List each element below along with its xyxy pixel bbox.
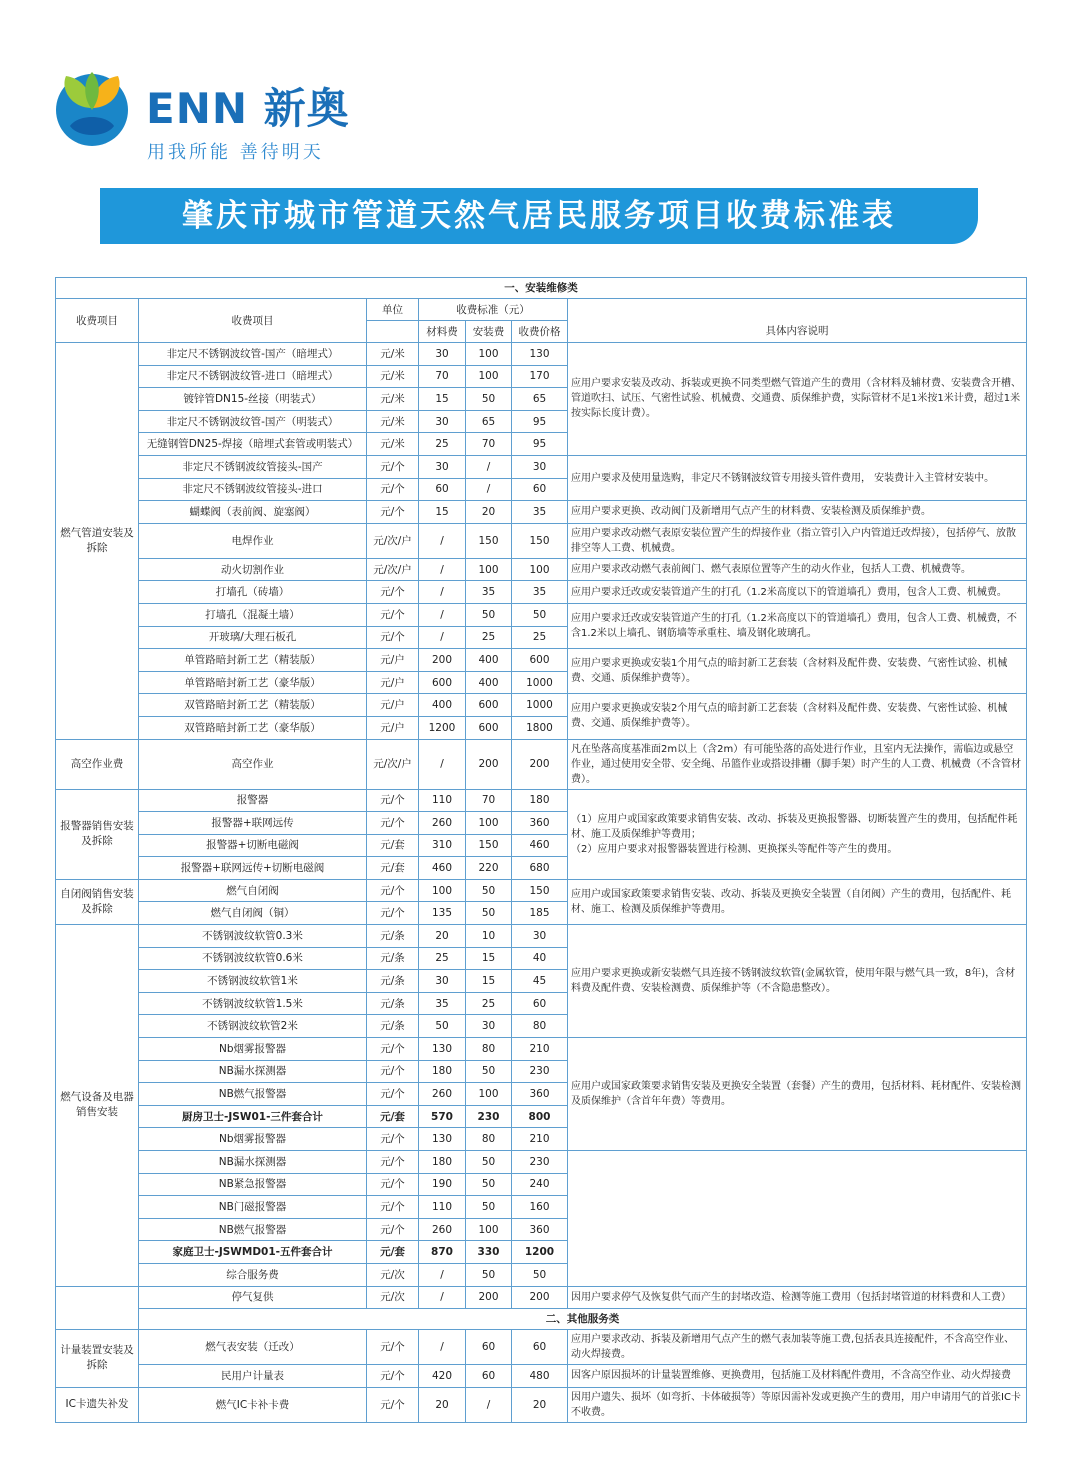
total-price: 180 [512, 789, 568, 812]
install-fee: 10 [466, 925, 512, 948]
install-fee: 600 [466, 694, 512, 717]
install-fee: 15 [466, 970, 512, 993]
unit-cell: 元/个 [367, 1060, 419, 1083]
description-cell: 应用户要求更换、改动阀门及新增用气点产生的材料费、安装检测及质保维护费。 [568, 501, 1027, 524]
total-price: 150 [512, 879, 568, 902]
item-name: 不锈钢波纹软管0.6米 [139, 947, 367, 970]
description-cell: 应用户要求迁改或安装管道产生的打孔（1.2米高度以下的管道墙孔）费用，包含人工费、机械费。 [568, 581, 1027, 604]
unit-cell: 元/米 [367, 433, 419, 456]
table-row [56, 879, 1027, 902]
material-fee: 260 [419, 1083, 466, 1106]
item-name: 燃气表安装（迁改） [139, 1330, 367, 1365]
install-fee: 100 [466, 812, 512, 835]
unit-cell: 元/个 [367, 603, 419, 626]
total-price: 1000 [512, 671, 568, 694]
install-fee: 230 [466, 1105, 512, 1128]
install-fee: 150 [466, 834, 512, 857]
unit-cell: 元/个 [367, 1173, 419, 1196]
install-fee: 150 [466, 523, 512, 558]
item-name: Nb烟雾报警器 [139, 1038, 367, 1061]
unit-cell: 元/个 [367, 1151, 419, 1174]
material-fee: / [419, 1286, 466, 1309]
material-fee: 30 [419, 343, 466, 366]
description-cell: 应用户要求改动燃气表前阀门、燃气表原位置等产生的动火作业，包括人工费、机械费等。 [568, 558, 1027, 581]
table-row [56, 1038, 1027, 1061]
total-price: 45 [512, 970, 568, 993]
material-fee: 180 [419, 1060, 466, 1083]
material-fee: 30 [419, 970, 466, 993]
install-fee: 80 [466, 1038, 512, 1061]
description-cell: 应用户要求更换或安装2个用气点的暗封新工艺套装（含材料及配件费、安装费、气密性试验、机械费、交通、质保维护费等）。 [568, 694, 1027, 739]
total-price: 460 [512, 834, 568, 857]
total-price: 360 [512, 812, 568, 835]
material-fee: / [419, 603, 466, 626]
unit-cell: 元/个 [367, 1083, 419, 1106]
item-name: 非定尺不锈钢波纹管-进口（暗埋式） [139, 365, 367, 388]
material-fee: / [419, 558, 466, 581]
total-price: 210 [512, 1128, 568, 1151]
material-fee: / [419, 626, 466, 649]
description-cell: 应用户要求更换或新安装燃气具连接不锈钢波纹软管(金属软管，使用年限与燃气具一致，8年)，含材料费及配件费、安装检测费、质保维护等（不含隐患整改）。 [568, 925, 1027, 1038]
install-fee: 60 [466, 1330, 512, 1365]
header-price: 收费价格 [512, 321, 568, 343]
total-price: 800 [512, 1105, 568, 1128]
material-fee: 100 [419, 879, 466, 902]
description-cell: 应用户要求改动燃气表原安装位置产生的焊接作业（指立管引入户内管道迁改焊接），包括停气、放散排空等人工费、机械费。 [568, 523, 1027, 558]
item-name: 燃气IC卡补卡费 [139, 1387, 367, 1422]
total-price: 60 [512, 1330, 568, 1365]
material-fee: 1200 [419, 716, 466, 739]
total-price: 50 [512, 1263, 568, 1286]
category-cell [56, 1286, 139, 1330]
item-name: 镀锌管DN15-丝接（明装式） [139, 388, 367, 411]
material-fee: 570 [419, 1105, 466, 1128]
unit-cell: 元/个 [367, 478, 419, 501]
material-fee: 25 [419, 433, 466, 456]
total-price: 240 [512, 1173, 568, 1196]
total-price: 600 [512, 649, 568, 672]
unit-cell: 元/个 [367, 1128, 419, 1151]
material-fee: 200 [419, 649, 466, 672]
total-price: 95 [512, 410, 568, 433]
unit-cell: 元/套 [367, 1105, 419, 1128]
item-name: 非定尺不锈钢波纹管接头-国产 [139, 455, 367, 478]
description-cell: 应用户要求安装及改动、拆装或更换不同类型燃气管道产生的费用（含材料及辅材费、安装费含开槽、管道吹扫、试压、气密性试验、机械费、交通费、质保维护费，实际管材不足1米按1米计费，超过1米 按实际长度计费）。 [568, 343, 1027, 456]
unit-cell: 元/户 [367, 716, 419, 739]
item-name: 双管路暗封新工艺（豪华版） [139, 716, 367, 739]
item-name: 双管路暗封新工艺（精装版） [139, 694, 367, 717]
description-cell: 因用户要求停气及恢复供气而产生的封堵改造、检测等施工费用（包括封堵管道的材料费和人工费） [568, 1286, 1027, 1309]
unit-cell: 元/个 [367, 1218, 419, 1241]
install-fee: 15 [466, 947, 512, 970]
table-row [56, 649, 1027, 672]
install-fee: / [466, 1387, 512, 1422]
header-unit-blank [367, 321, 419, 343]
unit-cell: 元/米 [367, 343, 419, 366]
section-heading-install: 一、安装维修类 [56, 278, 1027, 299]
total-price: 360 [512, 1218, 568, 1241]
install-fee: / [466, 455, 512, 478]
material-fee: 70 [419, 365, 466, 388]
material-fee: 400 [419, 694, 466, 717]
install-fee: 400 [466, 671, 512, 694]
item-name: 非定尺不锈钢波纹管-国产（明装式） [139, 410, 367, 433]
unit-cell: 元/条 [367, 947, 419, 970]
unit-cell: 元/米 [367, 410, 419, 433]
install-fee: 25 [466, 992, 512, 1015]
material-fee: 600 [419, 671, 466, 694]
total-price: 30 [512, 925, 568, 948]
unit-cell: 元/条 [367, 925, 419, 948]
table-row [56, 1286, 1027, 1309]
unit-cell: 元/个 [367, 1387, 419, 1422]
enn-flower-logo-icon [52, 68, 132, 148]
item-name: 报警器+联网远传+切断电磁阀 [139, 857, 367, 880]
install-fee: 220 [466, 857, 512, 880]
unit-cell: 元/个 [367, 501, 419, 524]
unit-cell: 元/套 [367, 857, 419, 880]
item-name: 燃气自闭阀 [139, 879, 367, 902]
item-name: 停气复供 [139, 1286, 367, 1309]
unit-cell: 元/个 [367, 902, 419, 925]
material-fee: / [419, 581, 466, 604]
material-fee: 260 [419, 812, 466, 835]
unit-cell: 元/次 [367, 1286, 419, 1309]
total-price: 160 [512, 1196, 568, 1219]
table-row [56, 523, 1027, 558]
page-title: 肇庆市城市管道天然气居民服务项目收费标准表 [182, 198, 896, 234]
item-name: 打墙孔（砖墙） [139, 581, 367, 604]
total-price: 200 [512, 1286, 568, 1309]
table-row [56, 1330, 1027, 1365]
total-price: 210 [512, 1038, 568, 1061]
table-row [56, 925, 1027, 948]
item-name: NB漏水探测器 [139, 1060, 367, 1083]
unit-cell: 元/次/户 [367, 523, 419, 558]
install-fee: 50 [466, 1263, 512, 1286]
header-item: 收费项目 [139, 299, 367, 343]
table-row [56, 558, 1027, 581]
install-fee: 70 [466, 433, 512, 456]
install-fee: 35 [466, 581, 512, 604]
total-price: 480 [512, 1365, 568, 1388]
table-row [56, 343, 1027, 366]
install-fee: 80 [466, 1128, 512, 1151]
install-fee: 330 [466, 1241, 512, 1264]
category-cell: 自闭阀销售安装及拆除 [56, 879, 139, 924]
description-cell: 应用户要求迁改或安装管道产生的打孔（1.2米高度以下的管道墙孔）费用，包含人工费、机械费，不含1.2米以上墙孔、钢筋墙等承重柱、墙及钢化玻璃孔。 [568, 603, 1027, 648]
item-name: 蝴蝶阀（表前阀、旋塞阀） [139, 501, 367, 524]
total-price: 1800 [512, 716, 568, 739]
table-row [56, 694, 1027, 717]
unit-cell: 元/个 [367, 455, 419, 478]
header-desc-top [568, 299, 1027, 321]
install-fee: 50 [466, 1151, 512, 1174]
category-cell: 高空作业费 [56, 739, 139, 789]
install-fee: 100 [466, 558, 512, 581]
install-fee: 50 [466, 879, 512, 902]
material-fee: 15 [419, 388, 466, 411]
total-price: 20 [512, 1387, 568, 1422]
unit-cell: 元/套 [367, 834, 419, 857]
item-name: 高空作业 [139, 739, 367, 789]
install-fee: 20 [466, 501, 512, 524]
brand-slogan: 用我所能 善待明天 [147, 142, 324, 163]
install-fee: 50 [466, 388, 512, 411]
category-cell: 燃气设备及电器销售安装 [56, 925, 139, 1287]
item-name: 报警器+切断电磁阀 [139, 834, 367, 857]
total-price: 65 [512, 388, 568, 411]
description-cell: 应用户或国家政策要求销售安装、改动、拆装及更换安全装置（自闭阀）产生的费用，包括配件、耗材、施工、检测及质保维护等费用。 [568, 879, 1027, 924]
material-fee: 110 [419, 1196, 466, 1219]
material-fee: / [419, 1263, 466, 1286]
category-cell: 计量装置安装及拆除 [56, 1330, 139, 1388]
table-row [56, 1151, 1027, 1174]
install-fee: 100 [466, 365, 512, 388]
title-banner [100, 188, 978, 244]
item-name: 不锈钢波纹软管1米 [139, 970, 367, 993]
total-price: 1200 [512, 1241, 568, 1264]
table-row [56, 581, 1027, 604]
category-cell: IC卡遗失补发 [56, 1387, 139, 1422]
unit-cell: 元/个 [367, 879, 419, 902]
unit-cell: 元/次 [367, 1263, 419, 1286]
total-price: 35 [512, 581, 568, 604]
install-fee: 50 [466, 1060, 512, 1083]
header-desc: 具体内容说明 [568, 321, 1027, 343]
material-fee: 180 [419, 1151, 466, 1174]
install-fee: 200 [466, 1286, 512, 1309]
item-name: 开玻璃/大理石板孔 [139, 626, 367, 649]
description-cell: 应用户要求改动、拆装及新增用气点产生的燃气表加装等施工费,包括表具连接配件，不含高空作业、动火焊接费。 [568, 1330, 1027, 1365]
description-cell: 应用户要求更换或安装1个用气点的暗封新工艺套装（含材料及配件费、安装费、气密性试验、机械费、交通、质保维护费等）。 [568, 649, 1027, 694]
table-row [56, 603, 1027, 626]
total-price: 230 [512, 1060, 568, 1083]
material-fee: 870 [419, 1241, 466, 1264]
material-fee: 310 [419, 834, 466, 857]
material-fee: 20 [419, 925, 466, 948]
category-cell: 燃气管道安装及拆除 [56, 343, 139, 740]
description-cell: （1）应用户或国家政策要求销售安装、改动、拆装及更换报警器、切断装置产生的费用，包括配件耗材、施工及质保维护等费用； （2）应用户要求对报警器装置进行检测、更换探头等配件等产生的费用。 [568, 789, 1027, 879]
table-row [56, 739, 1027, 789]
unit-cell: 元/次/户 [367, 739, 419, 789]
material-fee: 110 [419, 789, 466, 812]
unit-cell: 元/套 [367, 1241, 419, 1264]
material-fee: 15 [419, 501, 466, 524]
install-fee: 200 [466, 739, 512, 789]
material-fee: 30 [419, 410, 466, 433]
item-name: 综合服务费 [139, 1263, 367, 1286]
material-fee: 190 [419, 1173, 466, 1196]
item-name: 报警器 [139, 789, 367, 812]
unit-cell: 元/条 [367, 992, 419, 1015]
table-row [56, 1387, 1027, 1422]
total-price: 30 [512, 455, 568, 478]
item-name: 无缝钢管DN25-焊接（暗埋式套管或明装式） [139, 433, 367, 456]
material-fee: / [419, 1330, 466, 1365]
unit-cell: 元/个 [367, 581, 419, 604]
unit-cell: 元/条 [367, 970, 419, 993]
unit-cell: 元/米 [367, 365, 419, 388]
fee-table-container [55, 277, 1026, 1423]
material-fee: / [419, 523, 466, 558]
total-price: 100 [512, 558, 568, 581]
description-cell: 凡在坠落高度基准面2m以上（含2m）有可能坠落的高处进行作业，且室内无法操作，需临边或悬空作业，通过使用安全带、安全绳、吊篮作业或搭设排栅（脚手架）时产生的人工费、机械费（不含管材费）。 [568, 739, 1027, 789]
item-name: NB燃气报警器 [139, 1083, 367, 1106]
total-price: 95 [512, 433, 568, 456]
header-category: 收费项目 [56, 299, 139, 343]
material-fee: / [419, 739, 466, 789]
item-name: NB紧急报警器 [139, 1173, 367, 1196]
material-fee: 30 [419, 455, 466, 478]
total-price: 80 [512, 1015, 568, 1038]
install-fee: 50 [466, 1173, 512, 1196]
item-name: 燃气自闭阀（铜） [139, 902, 367, 925]
install-fee: 65 [466, 410, 512, 433]
material-fee: 135 [419, 902, 466, 925]
unit-cell: 元/个 [367, 789, 419, 812]
item-name: 报警器+联网远传 [139, 812, 367, 835]
item-name: NB燃气报警器 [139, 1218, 367, 1241]
material-fee: 420 [419, 1365, 466, 1388]
install-fee: 50 [466, 1196, 512, 1219]
install-fee: 60 [466, 1365, 512, 1388]
unit-cell: 元/户 [367, 694, 419, 717]
install-fee: / [466, 478, 512, 501]
material-fee: 50 [419, 1015, 466, 1038]
item-name: 厨房卫士-JSW01-三件套合计 [139, 1105, 367, 1128]
category-cell: 报警器销售安装及拆除 [56, 789, 139, 879]
install-fee: 600 [466, 716, 512, 739]
unit-cell: 元/个 [367, 1365, 419, 1388]
item-name: 不锈钢波纹软管1.5米 [139, 992, 367, 1015]
table-row [56, 1365, 1027, 1388]
install-fee: 50 [466, 902, 512, 925]
total-price: 50 [512, 603, 568, 626]
total-price: 1000 [512, 694, 568, 717]
table-row [56, 789, 1027, 812]
total-price: 150 [512, 523, 568, 558]
total-price: 40 [512, 947, 568, 970]
unit-cell: 元/条 [367, 1015, 419, 1038]
unit-cell: 元/个 [367, 626, 419, 649]
item-name: Nb烟雾报警器 [139, 1128, 367, 1151]
install-fee: 70 [466, 789, 512, 812]
description-cell: 因客户原因损坏的计量装置维修、更换费用，包括施工及材料配件费用，不含高空作业、动火焊接费 [568, 1365, 1027, 1388]
item-name: 家庭卫士-JSWMD01-五件套合计 [139, 1241, 367, 1264]
item-name: 非定尺不锈钢波纹管接头-进口 [139, 478, 367, 501]
total-price: 230 [512, 1151, 568, 1174]
install-fee: 400 [466, 649, 512, 672]
description-cell: 因用户遗失、损坏（如弯折、卡体破损等）等原因需补发或更换产生的费用，用户申请用气的首张IC卡不收费。 [568, 1387, 1027, 1422]
install-fee: 100 [466, 1083, 512, 1106]
total-price: 200 [512, 739, 568, 789]
header-standard: 收费标准（元） [419, 299, 568, 321]
material-fee: 460 [419, 857, 466, 880]
header-install: 安装费 [466, 321, 512, 343]
unit-cell: 元/个 [367, 812, 419, 835]
material-fee: 35 [419, 992, 466, 1015]
total-price: 130 [512, 343, 568, 366]
material-fee: 20 [419, 1387, 466, 1422]
total-price: 35 [512, 501, 568, 524]
header-material: 材料费 [419, 321, 466, 343]
unit-cell: 元/个 [367, 1196, 419, 1219]
item-name: 单管路暗封新工艺（豪华版） [139, 671, 367, 694]
fee-table [55, 277, 1027, 1423]
item-name: NB漏水探测器 [139, 1151, 367, 1174]
install-fee: 25 [466, 626, 512, 649]
install-fee: 30 [466, 1015, 512, 1038]
description-cell: 应用户或国家政策要求销售安装及更换安全装置（套餐）产生的费用，包括材料、耗材配件、安装检测及质保维护（含首年年费）等费用。 [568, 1038, 1027, 1151]
material-fee: 260 [419, 1218, 466, 1241]
install-fee: 100 [466, 343, 512, 366]
fee-table-body [56, 278, 1027, 1423]
material-fee: 60 [419, 478, 466, 501]
total-price: 360 [512, 1083, 568, 1106]
item-name: 非定尺不锈钢波纹管-国产（暗埋式） [139, 343, 367, 366]
total-price: 60 [512, 992, 568, 1015]
material-fee: 130 [419, 1038, 466, 1061]
item-name: 打墙孔（混凝土墙） [139, 603, 367, 626]
total-price: 25 [512, 626, 568, 649]
item-name: 不锈钢波纹软管2米 [139, 1015, 367, 1038]
total-price: 60 [512, 478, 568, 501]
description-cell: 应用户要求及使用量选购，非定尺不锈钢波纹管专用接头管件费用， 安装费计入主管材安装中。 [568, 455, 1027, 500]
unit-cell: 元/个 [367, 1330, 419, 1365]
install-fee: 100 [466, 1218, 512, 1241]
header-unit: 单位 [367, 299, 419, 321]
item-name: 不锈钢波纹软管0.3米 [139, 925, 367, 948]
table-row [56, 501, 1027, 524]
unit-cell: 元/户 [367, 671, 419, 694]
material-fee: 130 [419, 1128, 466, 1151]
section-heading-other: 二、其他服务类 [139, 1309, 1027, 1330]
material-fee: 25 [419, 947, 466, 970]
logo [52, 68, 372, 168]
install-fee: 50 [466, 603, 512, 626]
table-row [56, 455, 1027, 478]
unit-cell: 元/户 [367, 649, 419, 672]
item-name: 单管路暗封新工艺（精装版） [139, 649, 367, 672]
unit-cell: 元/米 [367, 388, 419, 411]
unit-cell: 元/次/户 [367, 558, 419, 581]
item-name: 动火切割作业 [139, 558, 367, 581]
total-price: 170 [512, 365, 568, 388]
item-name: NB门磁报警器 [139, 1196, 367, 1219]
item-name: 民用户计量表 [139, 1365, 367, 1388]
total-price: 185 [512, 902, 568, 925]
total-price: 680 [512, 857, 568, 880]
brand-name: ENN 新奥 [146, 84, 350, 133]
item-name: 电焊作业 [139, 523, 367, 558]
description-cell [568, 1151, 1027, 1287]
unit-cell: 元/个 [367, 1038, 419, 1061]
